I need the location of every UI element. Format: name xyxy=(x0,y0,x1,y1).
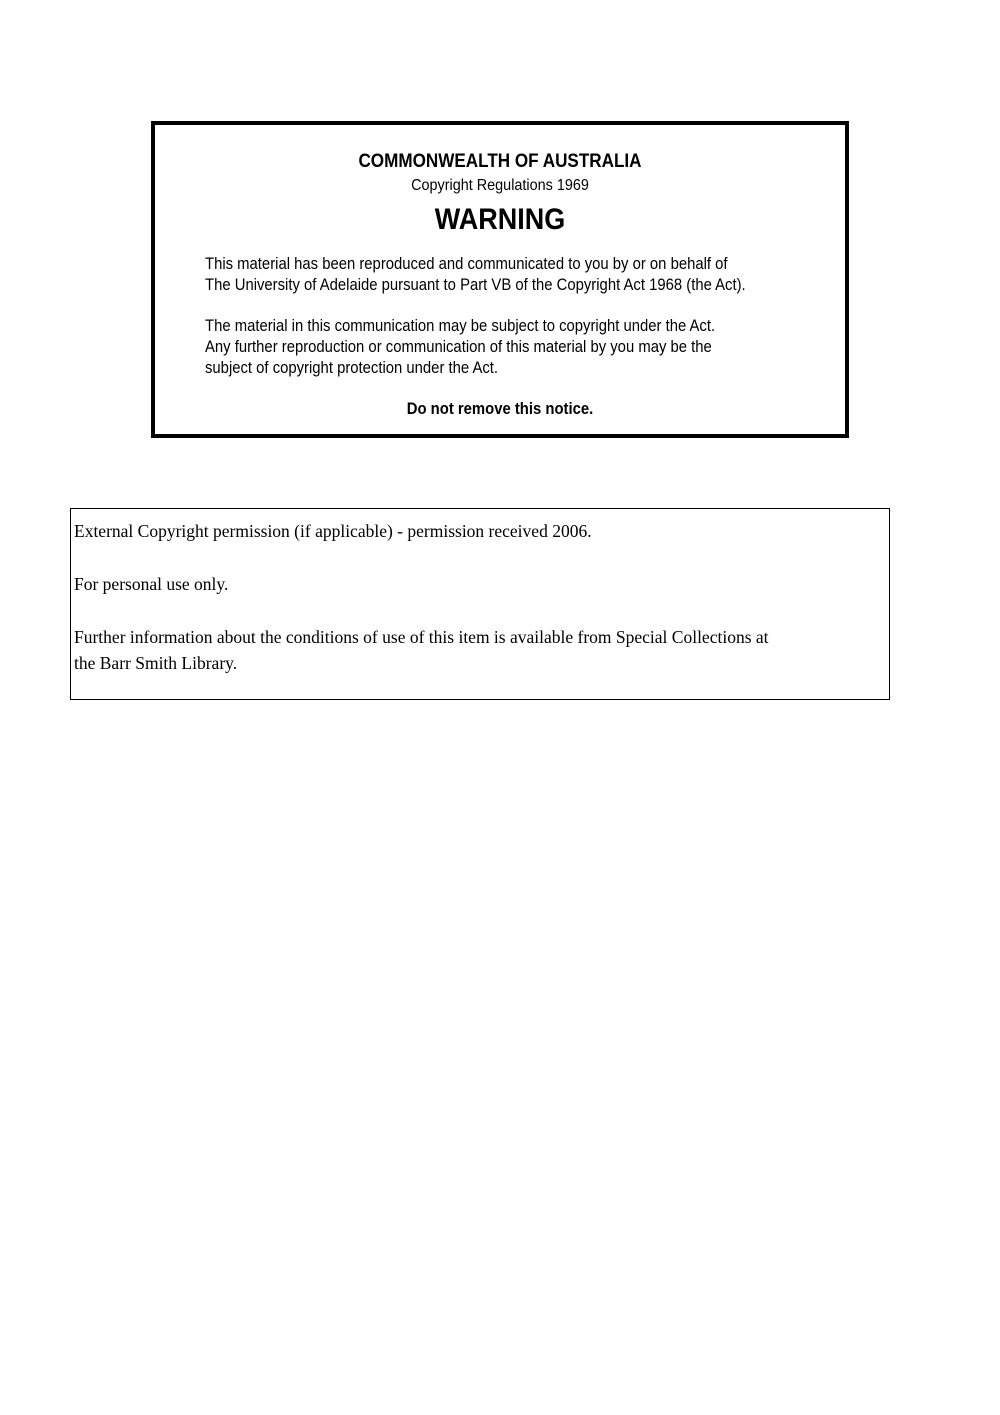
notice-paragraph-line: The material in this communication may be subject to copyright under the Act. xyxy=(205,317,716,335)
further-info-line-continued: the Barr Smith Library. xyxy=(74,653,238,673)
notice-paragraph-line: subject of copyright protection under the Act. xyxy=(205,359,499,377)
permission-info-box xyxy=(70,508,890,700)
permission-line: External Copyright permission (if applicable) - permission received 2006. xyxy=(74,521,592,541)
notice-heading: COMMONWEALTH OF AUSTRALIA xyxy=(358,151,642,172)
notice-subheading: Copyright Regulations 1969 xyxy=(411,177,589,194)
personal-use-line: For personal use only. xyxy=(74,574,229,594)
warning-title: WARNING xyxy=(434,203,566,236)
further-info-line: Further information about the conditions of use of this item is available from Special Collections at xyxy=(74,627,769,647)
notice-paragraph-line: Any further reproduction or communication of this material by you may be the xyxy=(205,338,712,356)
notice-footer: Do not remove this notice. xyxy=(406,400,594,418)
copyright-warning-notice xyxy=(151,121,849,438)
notice-paragraph-line: This material has been reproduced and communicated to you by or on behalf of xyxy=(205,255,728,273)
notice-paragraph-line: The University of Adelaide pursuant to Part VB of the Copyright Act 1968 (the Act). xyxy=(205,276,746,294)
notice-paragraph-2 xyxy=(205,316,781,379)
notice-paragraph-1 xyxy=(205,254,781,296)
